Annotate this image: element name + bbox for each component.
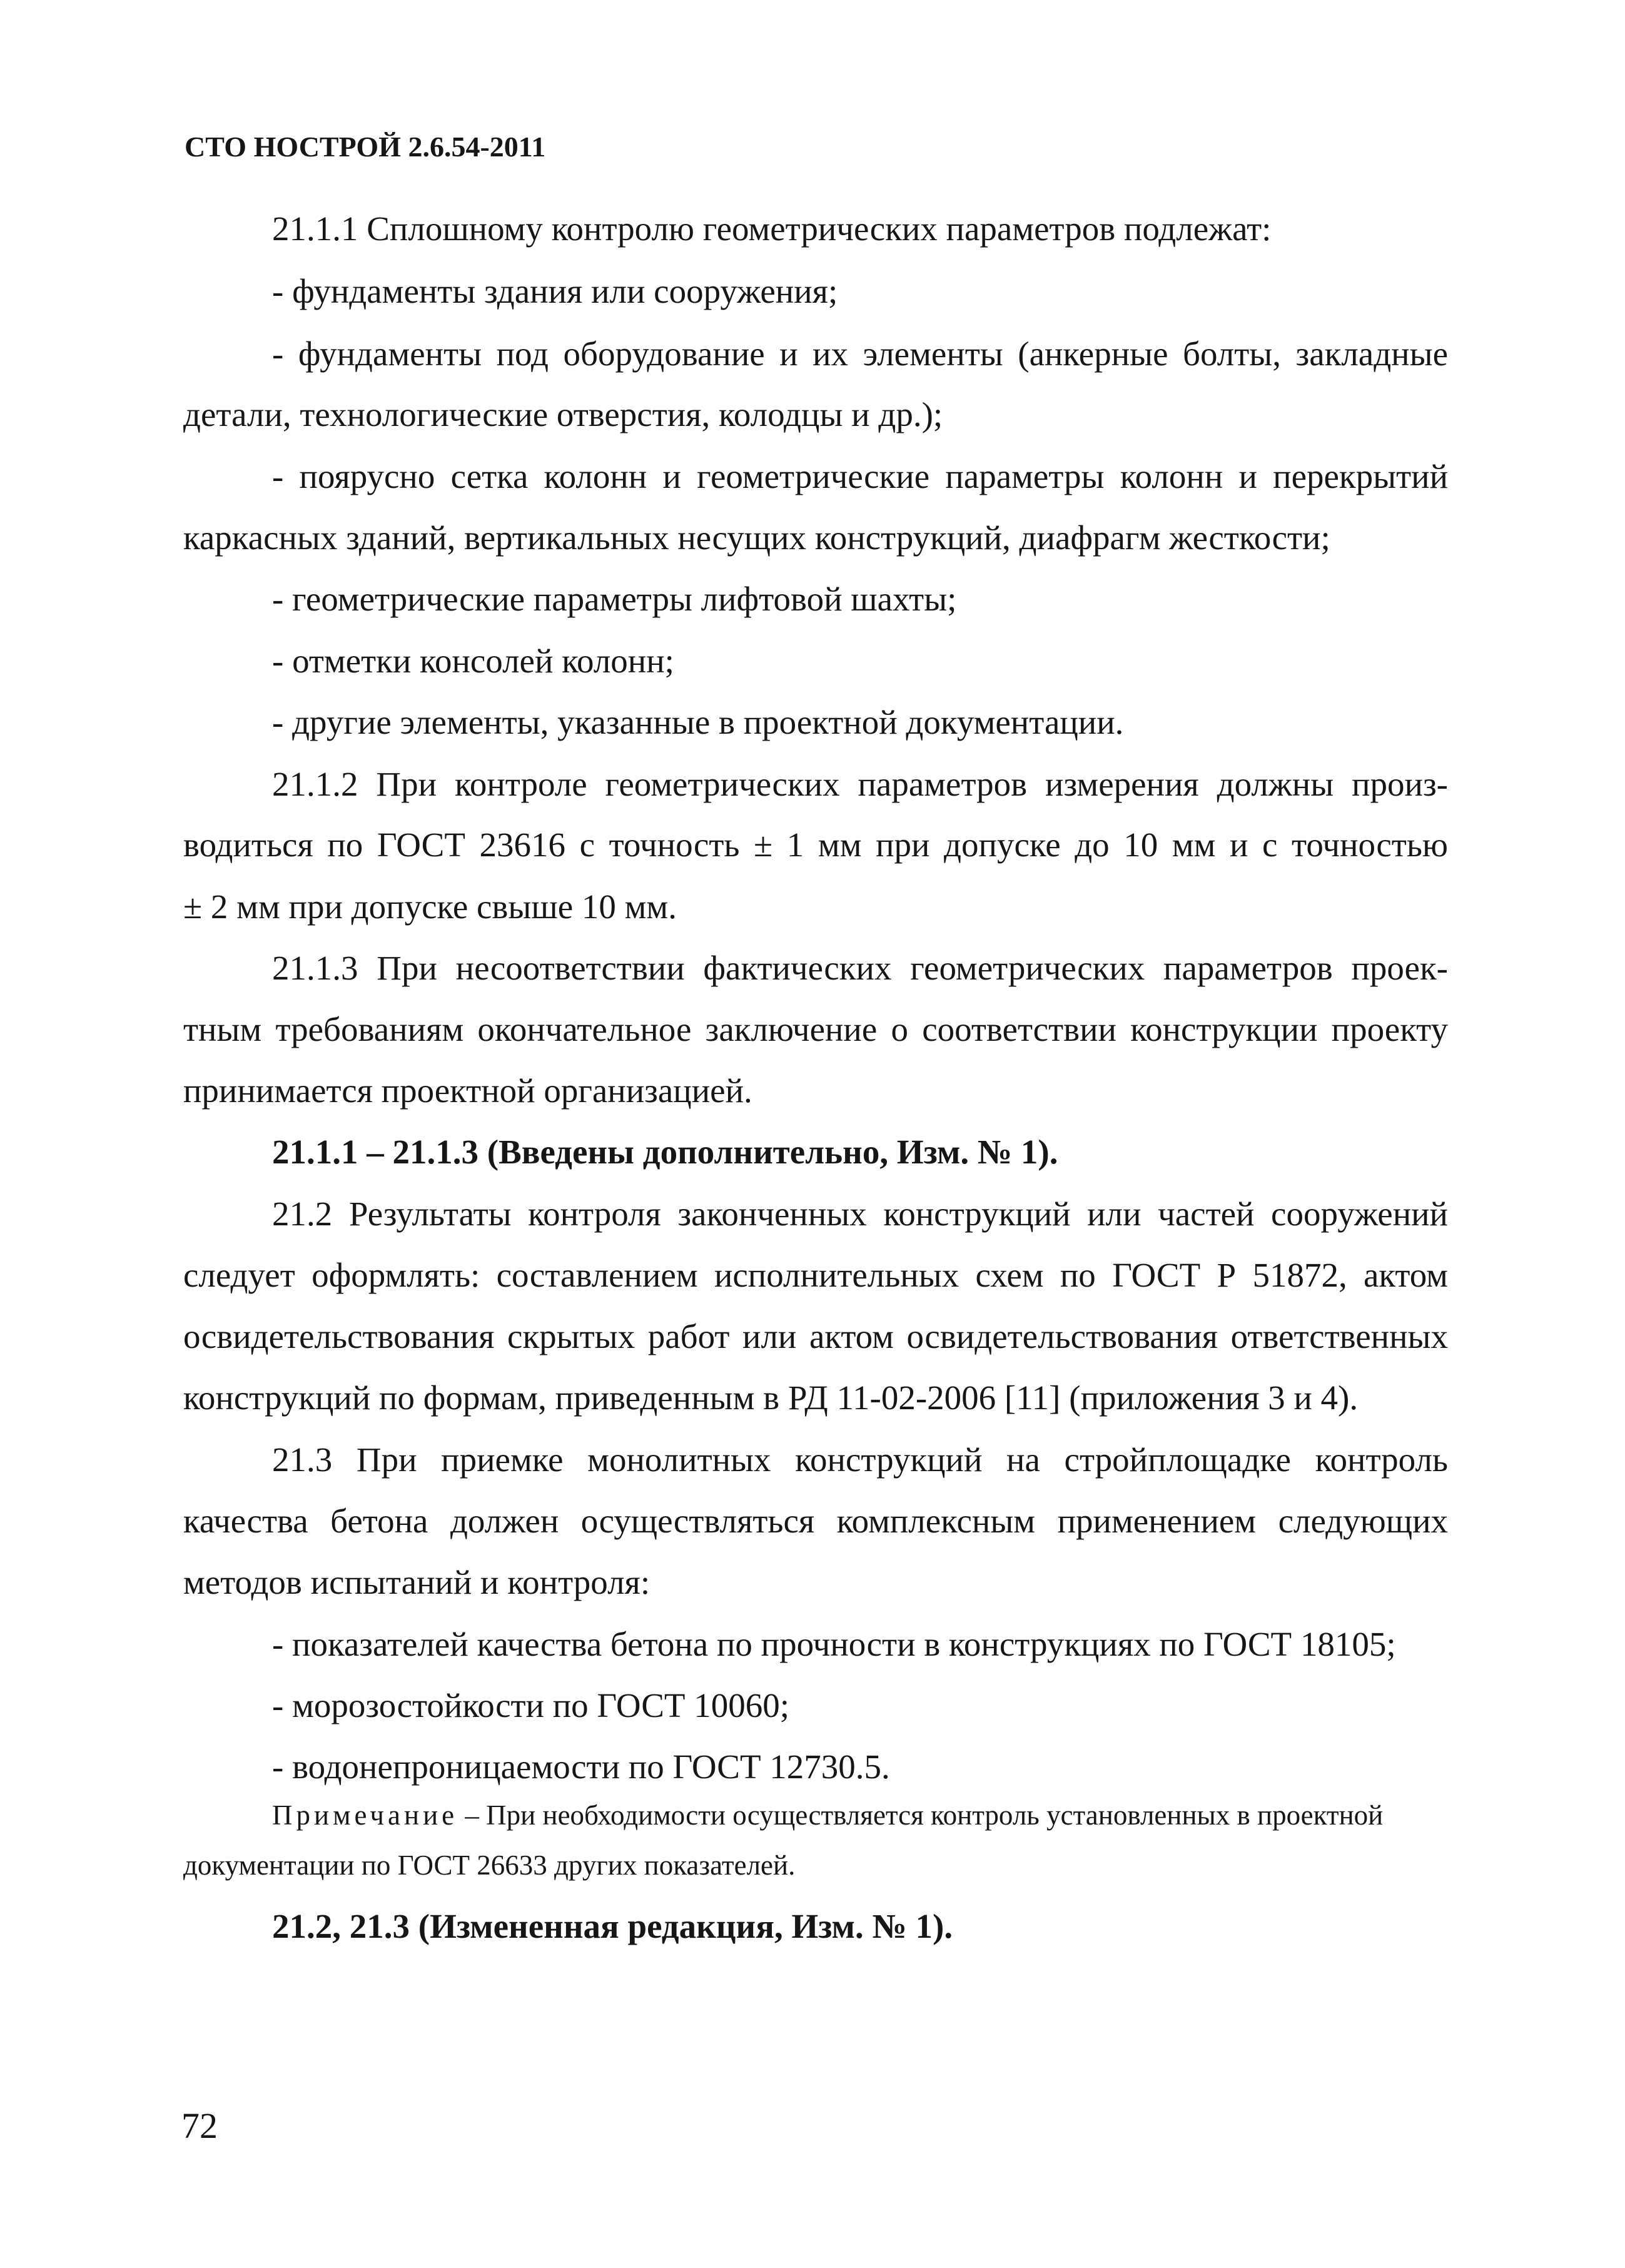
note-line1 <box>272 1801 1383 1830</box>
list-item-elevator-shaft: - геометрические параметры лифтовой шахты; <box>272 580 957 618</box>
document-code-header: СТО НОСТРОЙ 2.6.54-2011 <box>185 131 546 163</box>
paragraph-21-1-3-line2: тным требованиям окончательное заключение о соответствии конструкции проекту <box>183 1010 1448 1048</box>
note-line2: документации по ГОСТ 26633 других показателей. <box>183 1850 796 1881</box>
list-item-water-resistance: - водонепроницаемости по ГОСТ 12730.5. <box>272 1748 890 1786</box>
paragraph-21-2-line1: 21.2 Результаты контроля законченных конструкций или частей сооружений <box>272 1195 1448 1233</box>
list-item-foundations: - фундаменты здания или сооружения; <box>272 272 838 310</box>
note-text: – При необходимости осуществляется контроль установленных в проектной <box>458 1800 1384 1831</box>
paragraph-21-1-3-line3: принимается проектной организацией. <box>183 1071 752 1110</box>
paragraph-21-2-line4: конструкций по формам, приведенным в РД 11-02-2006 [11] (приложения 3 и 4). <box>183 1379 1359 1417</box>
paragraph-21-1-2-line1: 21.1.2 При контроле геометрических параметров измерения должны произ- <box>272 765 1448 803</box>
paragraph-21-3-line1: 21.3 При приемке монолитных конструкций на стройплощадке контроль <box>272 1440 1448 1479</box>
paragraph-21-2-line3: освидетельствования скрытых работ или актом освидетельствования ответственных <box>183 1317 1448 1355</box>
paragraph-21-3-line2: качества бетона должен осуществляться комплексным применением следующих <box>183 1502 1448 1540</box>
list-item-other-elements: - другие элементы, указанные в проектной документации. <box>272 703 1124 741</box>
paragraph-21-3-line3: методов испытаний и контроля: <box>183 1563 651 1601</box>
paragraph-21-1-2-line3: ± 2 мм при допуске свыше 10 мм. <box>183 888 677 926</box>
list-item-column-consoles: - отметки консолей колонн; <box>272 642 674 680</box>
list-item-column-grid-line1: - поярусно сетка колонн и геометрические параметры колонн и перекрытий <box>272 457 1448 495</box>
paragraph-21-1-1: 21.1.1 Сплошному контролю геометрических параметров подлежат: <box>272 210 1272 248</box>
amendment-note-1: 21.1.1 – 21.1.3 (Введены дополнительно, Изм. № 1). <box>272 1133 1058 1171</box>
list-item-equipment-foundations-line2: детали, технологические отверстия, колодцы и др.); <box>183 395 943 433</box>
list-item-equipment-foundations-line1: - фундаменты под оборудование и их элементы (анкерные болты, закладные <box>272 335 1448 373</box>
paragraph-21-1-3-line1: 21.1.3 При несоответствии фактических геометрических параметров проек- <box>272 949 1448 987</box>
list-item-frost-resistance: - морозостойкости по ГОСТ 10060; <box>272 1686 790 1724</box>
list-item-strength: - показателей качества бетона по прочности в конструкциях по ГОСТ 18105; <box>272 1625 1396 1663</box>
paragraph-21-2-line2: следует оформлять: составлением исполнительных схем по ГОСТ Р 51872, актом <box>183 1256 1448 1294</box>
note-label: Примечание <box>272 1800 458 1831</box>
page-number: 72 <box>181 2105 218 2146</box>
paragraph-21-1-2-line2: водиться по ГОСТ 23616 с точность ± 1 мм при допуске до 10 мм и с точностью <box>183 826 1448 864</box>
document-body <box>183 0 1448 2268</box>
list-item-column-grid-line2: каркасных зданий, вертикальных несущих конструкций, диафрагм жесткости; <box>183 519 1330 557</box>
amendment-note-2: 21.2, 21.3 (Измененная редакция, Изм. № 1). <box>272 1907 953 1945</box>
